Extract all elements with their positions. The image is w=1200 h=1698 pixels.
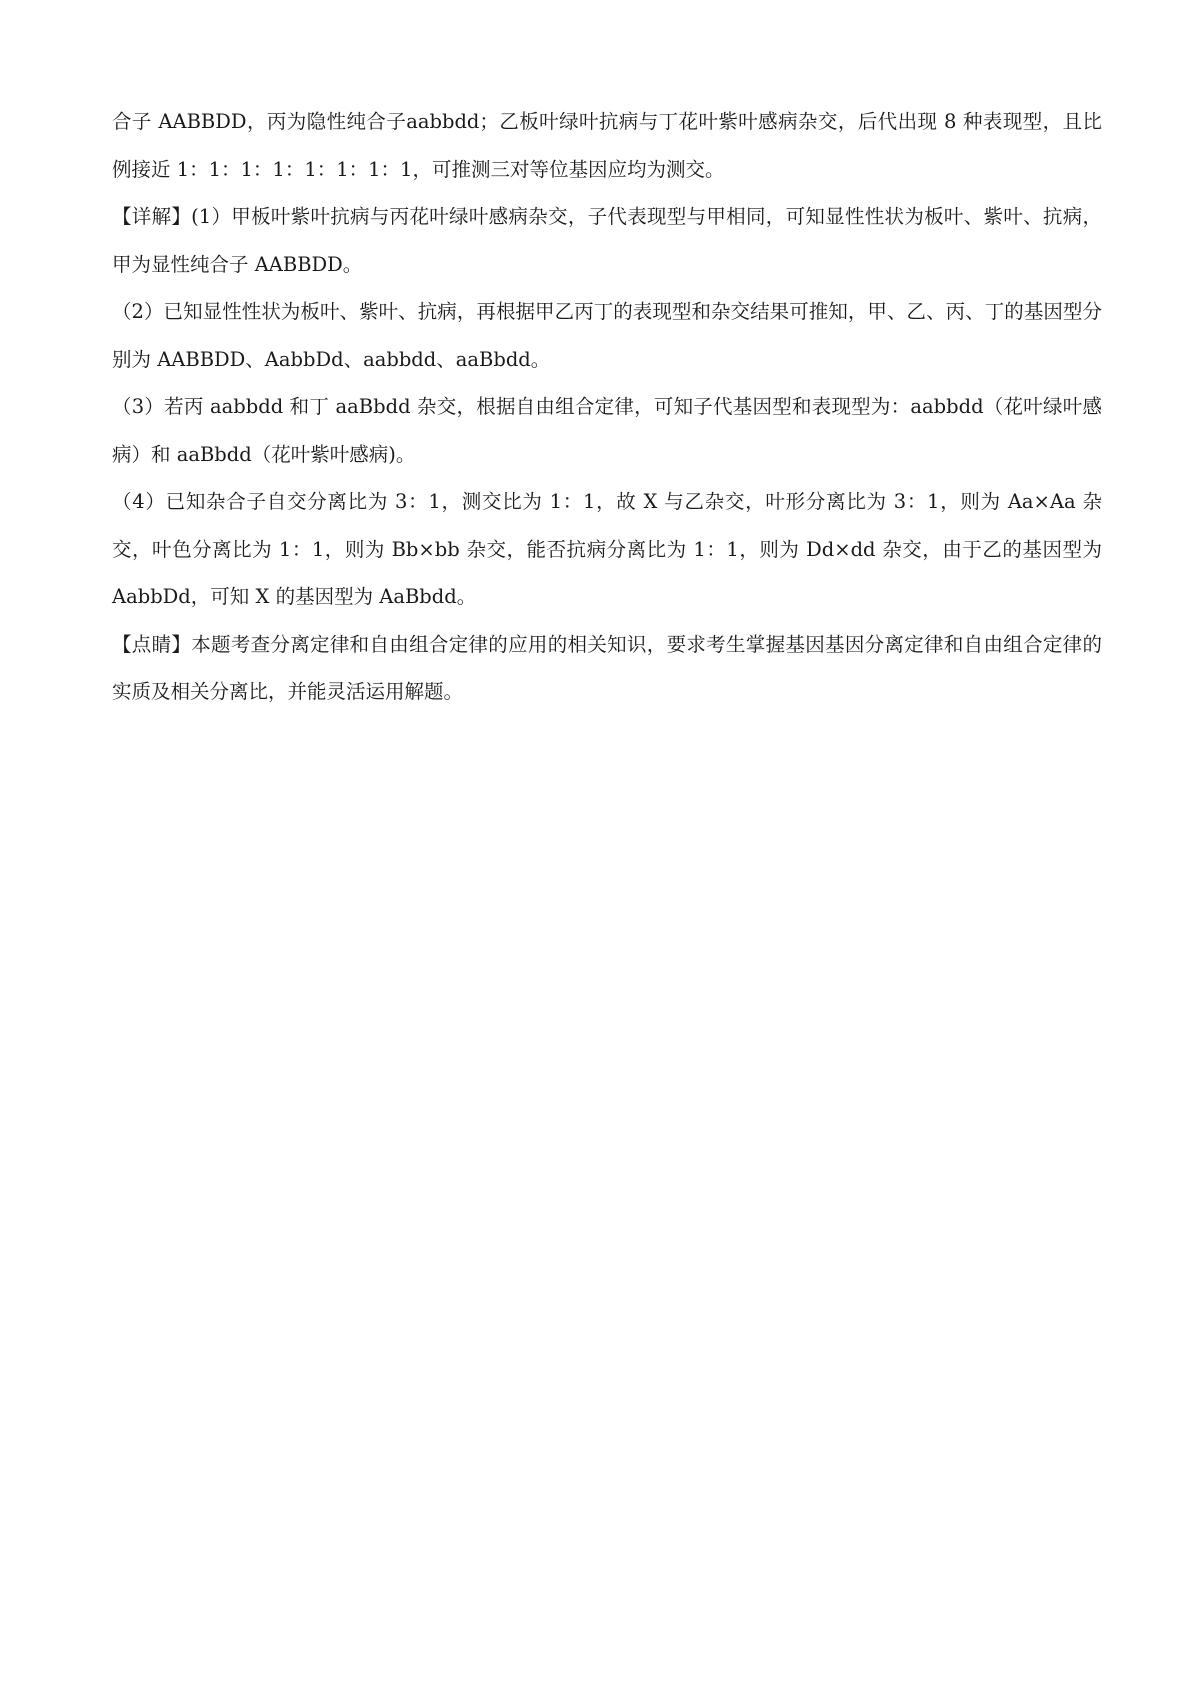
paragraph-detailed-explanation-2: （2）已知显性性状为板叶、紫叶、抗病，再根据甲乙丙丁的表现型和杂交结果可推知，甲、乙、丙、丁的基因型分别为 AABBDD、AabbDd、aabbdd、aaBbdd。 (112, 300, 1102, 371)
paragraph-key-point: 【点睛】本题考查分离定律和自由组合定律的应用的相关知识，要求考生掌握基因基因分离定律和自由组合定律的实质及相关分离比，并能灵活运用解题。 (112, 632, 1102, 703)
paragraph-detailed-explanation-4: （4）已知杂合子自交分离比为 3：1，测交比为 1：1，故 X 与乙杂交，叶形分离比为 3：1，则为 Aa×Aa 杂交，叶色分离比为 1：1，则为 Bb×bb 杂交，能否抗病分离比为 1：1，则为 Dd×dd 杂交，由于乙的基因型为 AabbDd，可知 X 的基因型为 AaBbdd。 (112, 490, 1102, 608)
paragraph-detailed-explanation-3: （3）若丙 aabbdd 和丁 aaBbdd 杂交，根据自由组合定律，可知子代基因型和表现型为：aabbdd（花叶绿叶感病）和 aaBbdd（花叶紫叶感病)。 (112, 395, 1102, 466)
paragraph-analysis-continued: 合子 AABBDD，丙为隐性纯合子aabbdd；乙板叶绿叶抗病与丁花叶紫叶感病杂交，后代出现 8 种表现型，且比例接近 1：1：1：1：1：1：1：1，可推测三对等位基因应均为测交。 (112, 110, 1102, 181)
document-body (112, 98, 1102, 716)
paragraph-detailed-explanation-1: 【详解】(1）甲板叶紫叶抗病与丙花叶绿叶感病杂交，子代表现型与甲相同，可知显性性状为板叶、紫叶、抗病，甲为显性纯合子 AABBDD。 (112, 205, 1102, 276)
